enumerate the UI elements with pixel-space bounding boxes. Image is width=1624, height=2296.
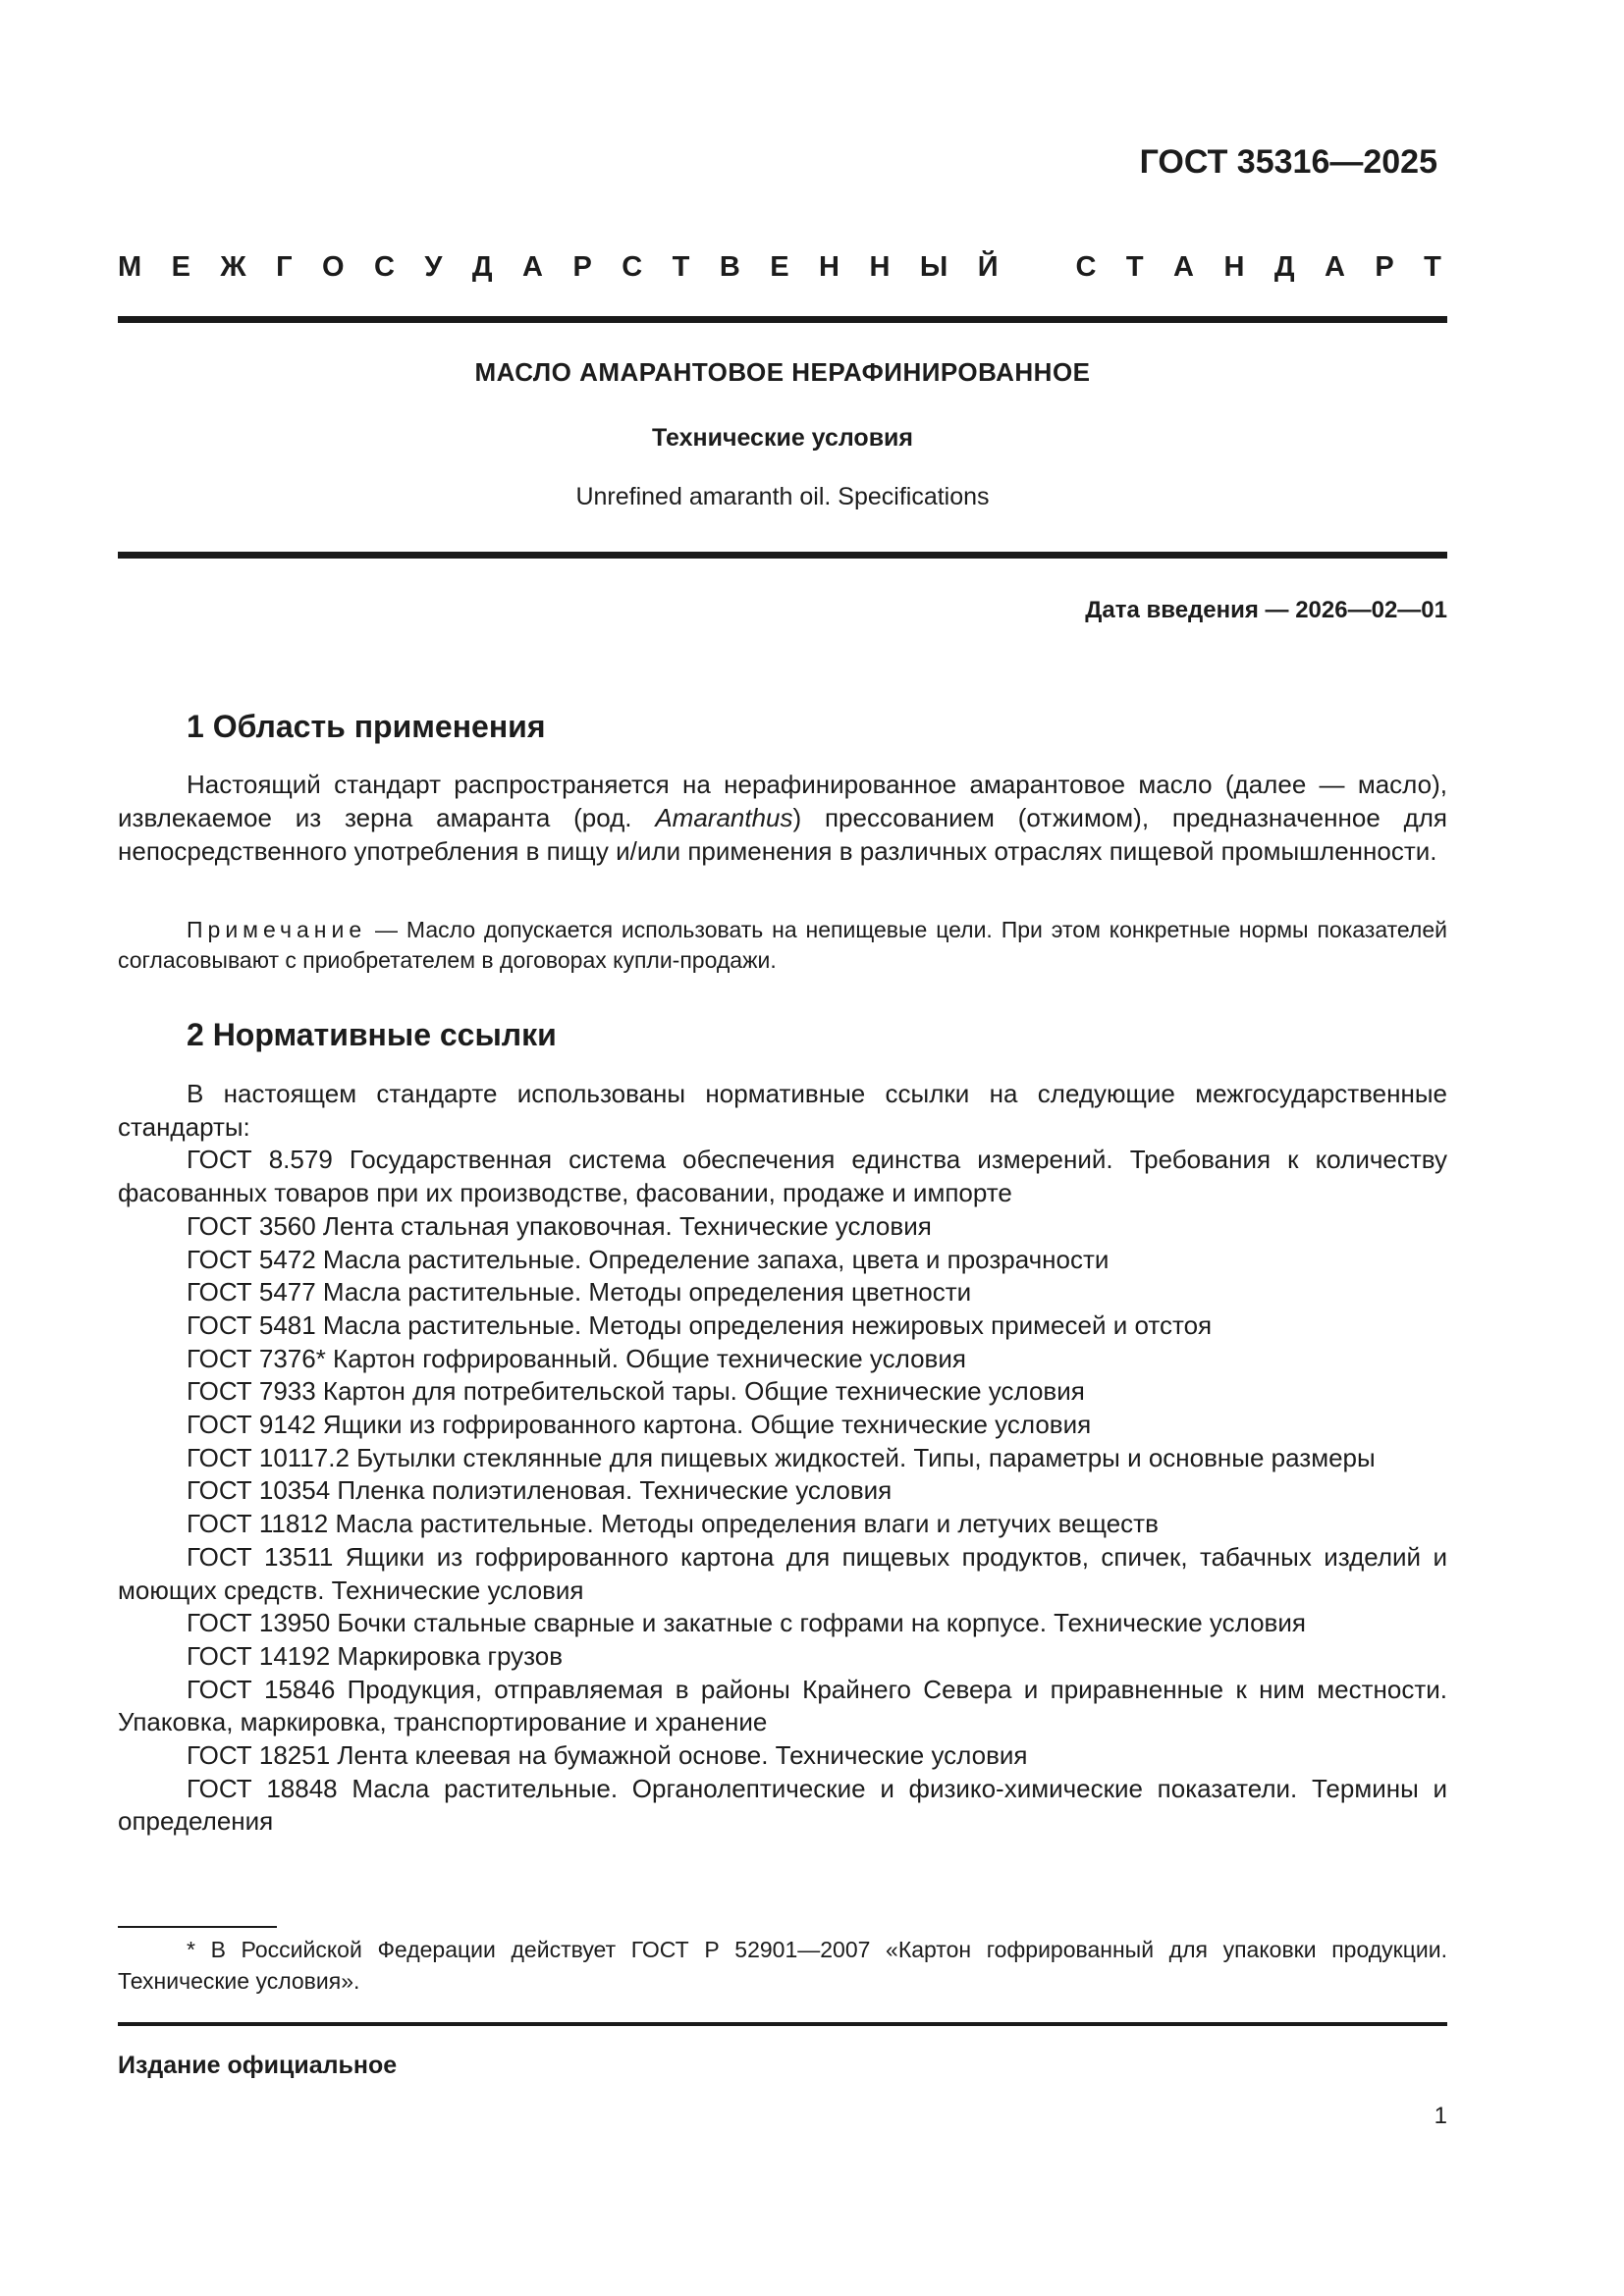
banner-letter: Т xyxy=(1125,251,1146,283)
banner-letter: С xyxy=(1075,251,1099,283)
banner-letter: Ж xyxy=(220,251,248,283)
reference-item: ГОСТ 7376* Картон гофрированный. Общие технические условия xyxy=(187,1343,966,1373)
references-intro: В настоящем стандарте использованы нормативные ссылки на следующие межгосударственные стандарты: xyxy=(118,1079,1447,1142)
banner-letter: Р xyxy=(572,251,594,283)
banner-letter: Д xyxy=(1273,251,1297,283)
footer-rule xyxy=(118,2022,1447,2026)
reference-item: ГОСТ 10117.2 Бутылки стеклянные для пищевых жидкостей. Типы, параметры и основные размеры xyxy=(187,1442,1376,1472)
document-title: МАСЛО АМАРАНТОВОЕ НЕРАФИНИРОВАННОЕ xyxy=(474,357,1091,387)
reference-item: ГОСТ 14192 Маркировка грузов xyxy=(187,1640,564,1671)
normative-references xyxy=(118,1078,1447,1839)
section-1-heading: 1 Область применения xyxy=(187,709,546,744)
reference-item: ГОСТ 3560 Лента стальная упаковочная. Технические условия xyxy=(187,1210,932,1241)
banner-letter: А xyxy=(1324,251,1347,283)
banner-letter: С xyxy=(374,251,397,283)
banner-letter: Н xyxy=(869,251,893,283)
banner-letter: Й xyxy=(977,251,1001,283)
reference-item: ГОСТ 15846 Продукция, отправляемая в районы Крайнего Севера и приравненные к ним местности. Упаковка, маркировка, транспортирование и хранение xyxy=(118,1674,1447,1737)
banner-letter: Н xyxy=(819,251,841,283)
banner-letter: Н xyxy=(1223,251,1247,283)
banner-letter: В xyxy=(719,251,742,283)
reference-item: ГОСТ 5481 Масла растительные. Методы определения нежировых примесей и отстоя xyxy=(187,1309,1213,1340)
banner-letter: Е xyxy=(770,251,791,283)
banner-letter: Т xyxy=(1424,251,1443,283)
reference-item: ГОСТ 13950 Бочки стальные сварные и закатные с гофрами на корпусе. Технические условия xyxy=(187,1608,1306,1638)
page-number: 1 xyxy=(1434,2103,1447,2129)
document-number: ГОСТ 35316—2025 xyxy=(1139,143,1437,181)
section-1-body xyxy=(118,768,1447,868)
banner-letter: Ы xyxy=(919,251,950,283)
introduction-date: Дата введения — 2026—02—01 xyxy=(1085,597,1447,623)
reference-item: ГОСТ 18251 Лента клеевая на бумажной основе. Технические условия xyxy=(187,1740,1028,1771)
document-title-english: Unrefined amaranth oil. Specifications xyxy=(575,483,990,510)
banner-letter: Г xyxy=(276,251,295,283)
reference-item: ГОСТ 8.579 Государственная система обеспечения единства измерений. Требования к количеству фасованных товаров при их производстве, фасовании, продаже и импорте xyxy=(118,1145,1447,1208)
header-rule-bottom xyxy=(118,552,1447,559)
official-edition-label: Издание официальное xyxy=(118,2052,398,2079)
reference-item: ГОСТ 13511 Ящики из гофрированного картона для пищевых продуктов, спичек, табачных изделий и моющих средств. Технические условия xyxy=(118,1541,1447,1605)
banner-letter: Е xyxy=(171,251,192,283)
banner-letter: О xyxy=(322,251,347,283)
reference-item: ГОСТ 5477 Масла растительные. Методы определения цветности xyxy=(187,1277,972,1308)
scope-note: Примечание — Масло допускается использовать на непищевые цели. При этом конкретные нормы показателей согласовывают с приобретателем в договорах купли-продажи. xyxy=(118,917,1447,973)
header-rule-top xyxy=(118,316,1447,323)
reference-item: ГОСТ 10354 Пленка полиэтиленовая. Технические условия xyxy=(187,1475,893,1506)
reference-item: ГОСТ 18848 Масла растительные. Органолептические и физико-химические показатели. Термины и определения xyxy=(118,1773,1447,1837)
scope-paragraph: Настоящий стандарт распространяется на нерафинированное амарантовое масло (далее — масло), извлекаемое из зерна амаранта (род. Amaranthus) прессованием (отжимом), предназначенное для непосредственного употребления в пищу и/или применения в различных отраслях пищевой промышленности. xyxy=(118,770,1448,866)
banner-letter: Т xyxy=(672,251,692,283)
reference-item: ГОСТ 5472 Масла растительные. Определение запаха, цвета и прозрачности xyxy=(187,1244,1110,1274)
banner-letter: А xyxy=(522,251,545,283)
banner-letter: Д xyxy=(471,251,495,283)
section-2-heading: 2 Нормативные ссылки xyxy=(187,1017,557,1052)
genus-name: Amaranthus xyxy=(655,803,793,832)
banner-letter: М xyxy=(118,251,144,283)
reference-item: ГОСТ 7933 Картон для потребительской тары. Общие технические условия xyxy=(187,1376,1085,1407)
interstate-standard-banner xyxy=(118,251,1443,284)
reference-item: ГОСТ 9142 Ящики из гофрированного картона. Общие технические условия xyxy=(187,1410,1092,1440)
reference-item: ГОСТ 11812 Масла растительные. Методы определения влаги и летучих веществ xyxy=(187,1509,1159,1539)
banner-letter: С xyxy=(622,251,645,283)
footnote: * В Российской Федерации действует ГОСТ Р 52901—2007 «Картон гофрированный для упаковки продукции. Технические условия». xyxy=(118,1937,1447,1994)
footnote-separator xyxy=(118,1926,277,1928)
banner-letter: А xyxy=(1173,251,1196,283)
note-label: Примечание xyxy=(187,917,367,942)
document-subtitle: Технические условия xyxy=(651,424,914,452)
banner-letter: Р xyxy=(1375,251,1396,283)
banner-letter: У xyxy=(424,251,445,283)
